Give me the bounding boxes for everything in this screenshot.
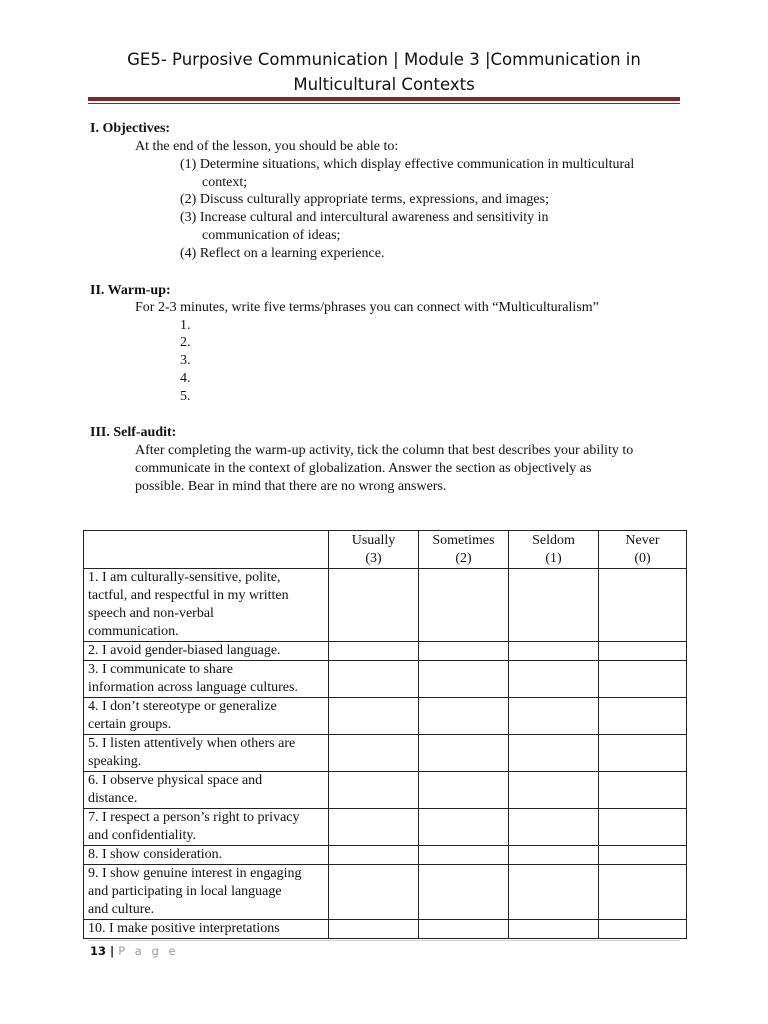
tick-cell-never[interactable] [599,846,687,865]
tick-cell-seldom[interactable] [509,735,599,772]
statement-cell [84,642,329,661]
table-row [84,642,687,661]
statement-line: distance. [88,791,138,806]
objective-item: communication of ideas; [202,228,341,243]
statement-line: and culture. [88,902,155,917]
statement-line: 5. I listen attentively when others are [88,736,296,751]
tick-cell-usually[interactable] [329,642,419,661]
tick-cell-seldom[interactable] [509,772,599,809]
statement-line: 6. I observe physical space and [88,773,263,788]
tick-cell-usually[interactable] [329,865,419,920]
tick-cell-never[interactable] [599,735,687,772]
page-number: 13 | [90,944,115,958]
title-line-1: GE5- Purposive Communication | Module 3 |Communication in [127,50,641,69]
column-score: (3) [365,551,382,566]
warmup-number: 5. [180,389,191,404]
warmup-number: 4. [180,371,191,386]
tick-cell-seldom[interactable] [509,698,599,735]
tick-cell-never[interactable] [599,698,687,735]
tick-cell-usually[interactable] [329,920,419,939]
tick-cell-seldom[interactable] [509,642,599,661]
column-header-seldom [509,531,599,569]
statement-cell [84,920,329,939]
statement-cell [84,698,329,735]
tick-cell-sometimes[interactable] [419,809,509,846]
tick-cell-never[interactable] [599,865,687,920]
tick-cell-never[interactable] [599,661,687,698]
tick-cell-usually[interactable] [329,846,419,865]
statement-line: 2. I avoid gender-biased language. [88,643,281,658]
column-label: Seldom [532,533,575,548]
statement-line: 4. I don’t stereotype or generalize [88,699,277,714]
statement-line: 1. I am culturally-sensitive, polite, [88,570,281,585]
objective-item: context; [202,175,248,190]
tick-cell-sometimes[interactable] [419,698,509,735]
table-row [84,698,687,735]
statement-line: and participating in local language [88,884,282,899]
table-row [84,661,687,698]
objectives-heading: I. Objectives: [90,121,171,136]
column-label: Usually [351,533,396,548]
selfaudit-heading: III. Self-audit: [90,425,177,440]
table-header-row [84,531,687,569]
tick-cell-never[interactable] [599,809,687,846]
tick-cell-sometimes[interactable] [419,661,509,698]
statement-cell [84,661,329,698]
table-row [84,735,687,772]
statement-line: speech and non-verbal [88,606,214,621]
objective-item: (3) Increase cultural and intercultural awareness and sensitivity in [180,210,549,225]
statement-line: 3. I communicate to share [88,662,234,677]
tick-cell-sometimes[interactable] [419,772,509,809]
tick-cell-sometimes[interactable] [419,920,509,939]
tick-cell-seldom[interactable] [509,809,599,846]
statement-line: 8. I show consideration. [88,847,223,862]
tick-cell-sometimes[interactable] [419,642,509,661]
statement-line: information across language cultures. [88,680,298,695]
selfaudit-text: communicate in the context of globalization. Answer the section as objectively as [135,461,592,476]
column-header-never [599,531,687,569]
warmup-instruction: For 2-3 minutes, write five terms/phrases you can connect with “Multiculturalism” [135,300,599,315]
statement-cell [84,569,329,642]
tick-cell-sometimes[interactable] [419,846,509,865]
column-header-sometimes [419,531,509,569]
table-row [84,865,687,920]
table-row [84,772,687,809]
tick-cell-never[interactable] [599,642,687,661]
table-row [84,569,687,642]
objective-item: (1) Determine situations, which display effective communication in multicultural [180,157,635,172]
tick-cell-seldom[interactable] [509,661,599,698]
statement-line: certain groups. [88,717,172,732]
header-rule-thick [88,97,680,101]
tick-cell-seldom[interactable] [509,920,599,939]
tick-cell-sometimes[interactable] [419,569,509,642]
tick-cell-sometimes[interactable] [419,865,509,920]
column-score: (1) [545,551,562,566]
objectives-intro: At the end of the lesson, you should be able to: [135,139,399,154]
title-line-2: Multicultural Contexts [293,75,475,94]
warmup-number: 2. [180,335,191,350]
warmup-number: 1. [180,318,191,333]
warmup-number: 3. [180,353,191,368]
page-footer [90,944,179,958]
page-label: P a g e [118,944,179,958]
statement-cell [84,846,329,865]
statement-line: communication. [88,624,179,639]
column-score: (2) [455,551,472,566]
table-row [84,920,687,939]
selfaudit-text: After completing the warm-up activity, tick the column that best describes your ability to [135,443,634,458]
tick-cell-usually[interactable] [329,735,419,772]
statement-line: 9. I show genuine interest in engaging [88,866,302,881]
tick-cell-usually[interactable] [329,772,419,809]
objective-item: (4) Reflect on a learning experience. [180,246,385,261]
document-title [0,47,768,97]
self-audit-table [83,530,687,939]
statement-line: 10. I make positive interpretations [88,921,280,936]
column-label: Sometimes [432,533,495,548]
statement-cell [84,809,329,846]
tick-cell-usually[interactable] [329,698,419,735]
tick-cell-seldom[interactable] [509,846,599,865]
table-header-statement [84,531,329,569]
table-row [84,809,687,846]
tick-cell-seldom[interactable] [509,569,599,642]
column-header-usually [329,531,419,569]
table-body [84,569,687,939]
selfaudit-text: possible. Bear in mind that there are no wrong answers. [135,479,447,494]
footer-rule [88,940,680,941]
tick-cell-never[interactable] [599,569,687,642]
tick-cell-seldom[interactable] [509,865,599,920]
statement-line: speaking. [88,754,142,769]
table-row [84,846,687,865]
tick-cell-usually[interactable] [329,661,419,698]
tick-cell-never[interactable] [599,772,687,809]
statement-line: tactful, and respectful in my written [88,588,289,603]
warmup-heading: II. Warm-up: [90,283,171,298]
objective-item: (2) Discuss culturally appropriate terms, expressions, and images; [180,192,549,207]
column-label: Never [625,533,660,548]
column-score: (0) [634,551,651,566]
tick-cell-never[interactable] [599,920,687,939]
statement-cell [84,865,329,920]
statement-line: 7. I respect a person’s right to privacy [88,810,300,825]
statement-cell [84,735,329,772]
tick-cell-usually[interactable] [329,569,419,642]
statement-line: and confidentiality. [88,828,196,843]
header-rule-thin [88,103,680,104]
statement-cell [84,772,329,809]
tick-cell-usually[interactable] [329,809,419,846]
tick-cell-sometimes[interactable] [419,735,509,772]
